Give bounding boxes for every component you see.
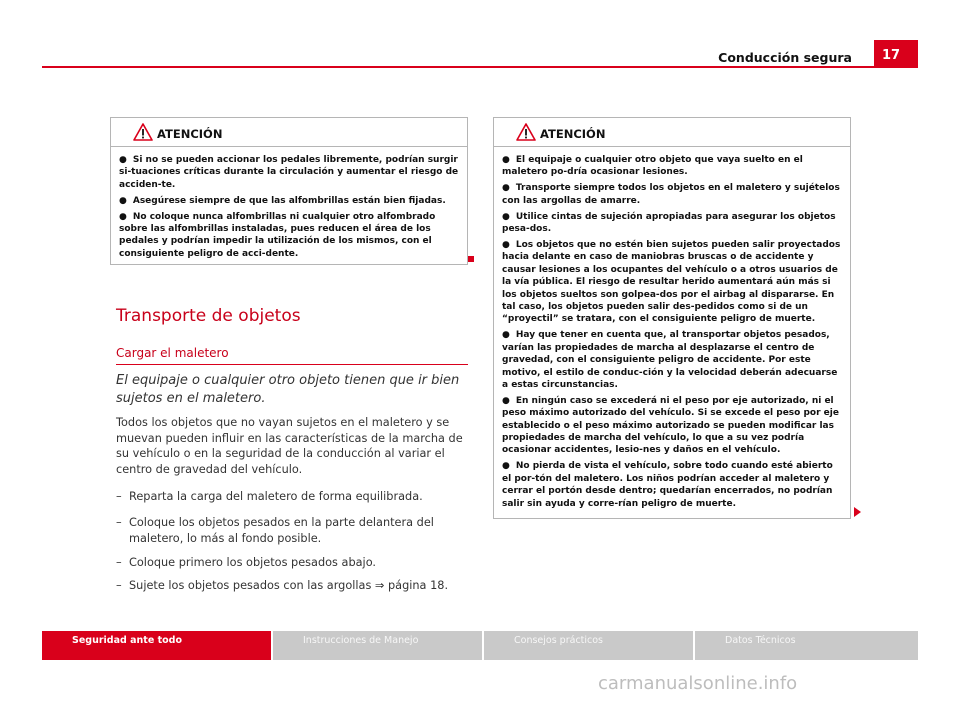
header-rule xyxy=(42,66,918,68)
section-end-square-icon xyxy=(468,256,474,262)
warning-header xyxy=(494,118,850,147)
lead-text: El equipaje o cualquier otro objeto tienen que ir bien sujetos en el maletero. xyxy=(116,373,460,406)
warning-item: ● Asegúrese siempre de que las alfombrillas están bien fijadas. xyxy=(119,195,446,206)
section-title: Transporte de objetos xyxy=(116,306,301,326)
warning-item: ● Si no se pueden accionar los pedales libremente, podrían surgir si-tuaciones críticas durante la circulación y aumentar el riesgo de acciden-te. xyxy=(119,155,459,190)
page-header-title: Conducción segura xyxy=(718,50,852,65)
warning-item: ● Hay que tener en cuenta que, al transportar objetos pesados, varían las propiedades de marcha al desplazarse el centro de gravedad, con el consiguiente peligro de accidente. Por este motivo, el estilo de conduc-ción y la velocidad deberán adecuarse a estas circunstancias. xyxy=(502,330,838,390)
continue-arrow-icon xyxy=(854,507,861,517)
warning-box-left xyxy=(110,117,468,265)
warning-item: ● No coloque nunca alfombrillas ni cualquier otro alfombrado sobre las alfombrillas instaladas, pues reducen el área de los pedales y podrían impedir la utilización de los mismos, con el consiguiente peligro de acci-dente. xyxy=(119,211,436,259)
tab-consejos-practicos[interactable]: Consejos prácticos xyxy=(484,631,693,660)
warning-body xyxy=(111,147,467,260)
list-item: – Sujete los objetos pesados con las argollas ⇒ página 18. xyxy=(116,579,449,592)
warning-triangle-icon xyxy=(516,123,536,141)
list-item: – Coloque primero los objetos pesados abajo. xyxy=(116,556,376,569)
warning-item: ● No pierda de vista el vehículo, sobre todo cuando esté abierto el por-tón del maletero. Los niños podrían acceder al maletero y cerrar el portón desde dentro; quedarían encerrados, no podrían salir sin ayuda y corre-rían peligro de muerte. xyxy=(502,461,833,509)
body-paragraph: Todos los objetos que no vayan sujetos en el maletero y se muevan pueden influir en las características de la marcha de su vehículo o en la seguridad de la conducción al variar el centro de gravedad del vehículo. xyxy=(116,416,463,476)
subsection-rule xyxy=(116,364,468,365)
warning-item: ● En ningún caso se excederá ni el peso por eje autorizado, ni el peso máximo autorizado del vehículo. Si se excede el peso por eje establecido o el peso máximo autorizado se pueden modificar las propiedades de marcha del vehículo, lo que a su vez podría ocasionar accidentes, lesio-nes y daños en el vehículo. xyxy=(502,395,839,456)
list-item: – Coloque los objetos pesados en la parte delantera del maletero, lo más al fondo posible. xyxy=(116,516,434,545)
warning-item: ● Los objetos que no estén bien sujetos pueden salir proyectados hacia delante en caso de maniobras bruscas o de accidente y causar lesiones a los ocupantes del vehículo o a otros usuarios de la vía pública. El riesgo de resultar herido aumentará aún más si los objetos sueltos son golpea-dos por el airbag al dispararse. En tal caso, los objetos pueden salir des-pedidos como si de un “proyectil” se tratara, con el consiguiente peligro de muerte. xyxy=(502,239,841,325)
watermark: carmanualsonline.info xyxy=(598,673,798,694)
warning-title: ATENCIÓN xyxy=(157,127,223,141)
list-item: – Reparta la carga del maletero de forma equilibrada. xyxy=(116,490,423,503)
subsection-title: Cargar el maletero xyxy=(116,346,229,360)
tab-datos-tecnicos[interactable]: Datos Técnicos xyxy=(695,631,918,660)
warning-header xyxy=(111,118,467,147)
tab-seguridad-ante-todo[interactable]: Seguridad ante todo xyxy=(42,631,271,660)
tab-instrucciones-de-manejo[interactable]: Instrucciones de Manejo xyxy=(273,631,482,660)
warning-box-right xyxy=(493,117,851,519)
warning-item: ● El equipaje o cualquier otro objeto que vaya suelto en el maletero po-dría ocasionar lesiones. xyxy=(502,155,803,178)
warning-item: ● Utilice cintas de sujeción apropiadas para asegurar los objetos pesa-dos. xyxy=(502,211,836,235)
warning-body xyxy=(494,147,850,510)
page-number: 17 xyxy=(874,40,918,66)
warning-triangle-icon xyxy=(133,123,153,141)
warning-item: ● Transporte siempre todos los objetos en el maletero y sujételos con las argollas de amarre. xyxy=(502,183,840,206)
warning-title: ATENCIÓN xyxy=(540,127,606,141)
